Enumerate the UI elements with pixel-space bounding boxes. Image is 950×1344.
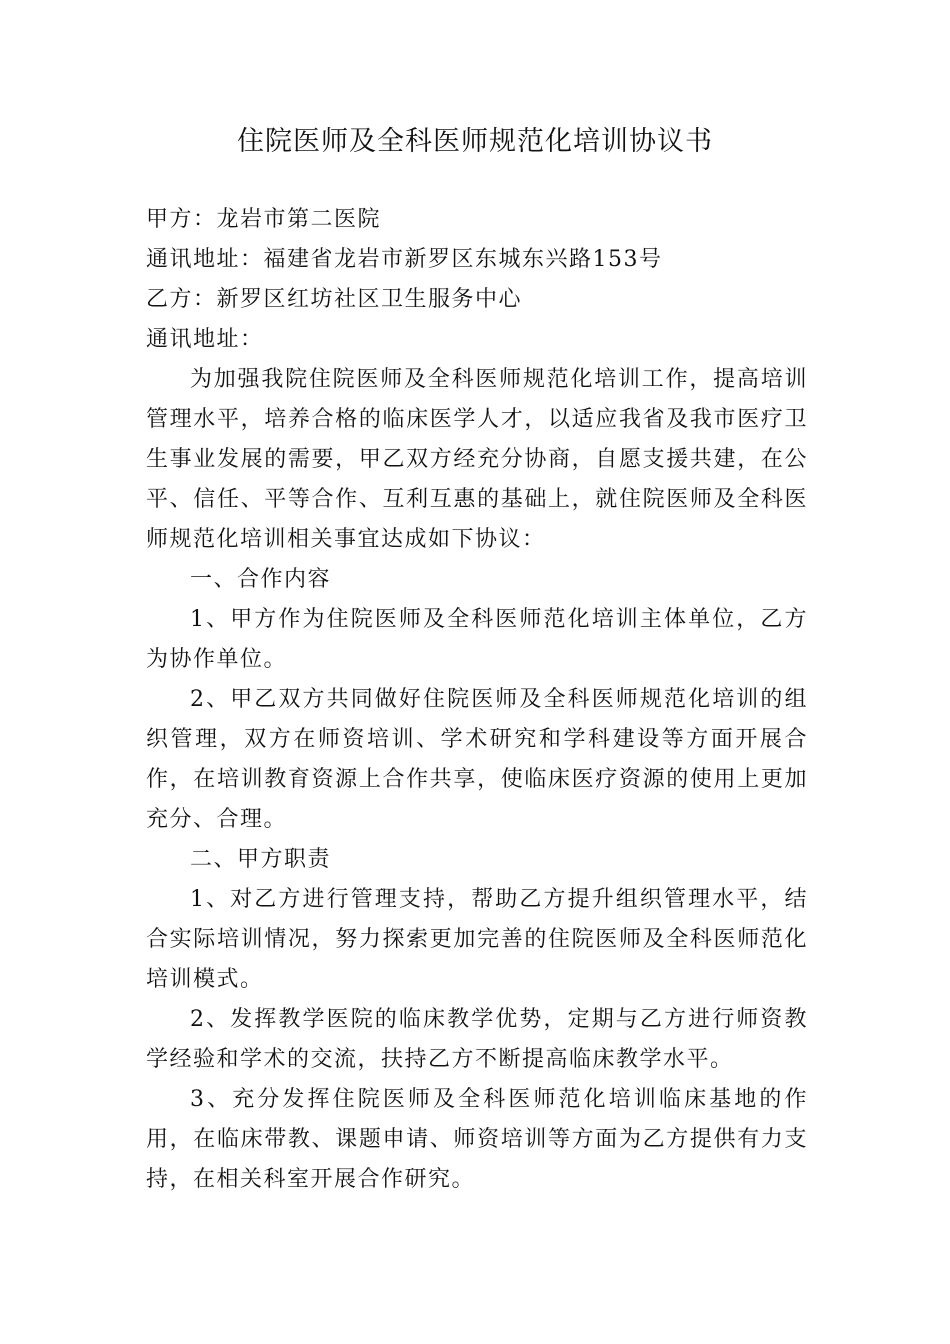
document-title: 住院医师及全科医师规范化培训协议书 (237, 126, 713, 157)
party-b-line: 乙方：新罗区红坊社区卫生服务中心 (146, 287, 523, 312)
section-1-item-1: 1、甲方作为住院医师及全科医师范化培训主体单位，乙方为协作单位。 (146, 607, 808, 672)
section-1-item-2: 2、甲乙双方共同做好住院医师及全科医师规范化培训的组织管理，双方在师资培训、学术研究和学科建设等方面开展合作，在培训教育资源上合作共享，使临床医疗资源的使用上更加充分、合理。 (146, 687, 808, 832)
section-2-item-1: 1、对乙方进行管理支持，帮助乙方提升组织管理水平，结合实际培训情况，努力探索更加完善的住院医师及全科医师范化培训模式。 (146, 887, 808, 992)
section-2-heading: 二、甲方职责 (190, 847, 332, 872)
section-2-item-2: 2、发挥教学医院的临床教学优势，定期与乙方进行师资教学经验和学术的交流，扶持乙方不断提高临床教学水平。 (146, 1007, 808, 1072)
party-a-address-line: 通讯地址：福建省龙岩市新罗区东城东兴路153号 (146, 247, 663, 272)
section-2-item-3: 3、充分发挥住院医师及全科医师范化培训临床基地的作用，在临床带教、课题申请、师资培训等方面为乙方提供有力支持，在相关科室开展合作研究。 (146, 1087, 808, 1192)
party-a-line: 甲方：龙岩市第二医院 (146, 207, 382, 232)
intro-paragraph: 为加强我院住院医师及全科医师规范化培训工作，提高培训管理水平，培养合格的临床医学人才，以适应我省及我市医疗卫生事业发展的需要，甲乙双方经充分协商，自愿支援共建，在公平、信任、平等合作、互利互惠的基础上，就住院医师及全科医师规范化培训相关事宜达成如下协议： (146, 367, 808, 552)
party-b-address-line: 通讯地址： (146, 327, 264, 352)
section-1-heading: 一、合作内容 (190, 567, 332, 592)
document-body (146, 200, 808, 1200)
